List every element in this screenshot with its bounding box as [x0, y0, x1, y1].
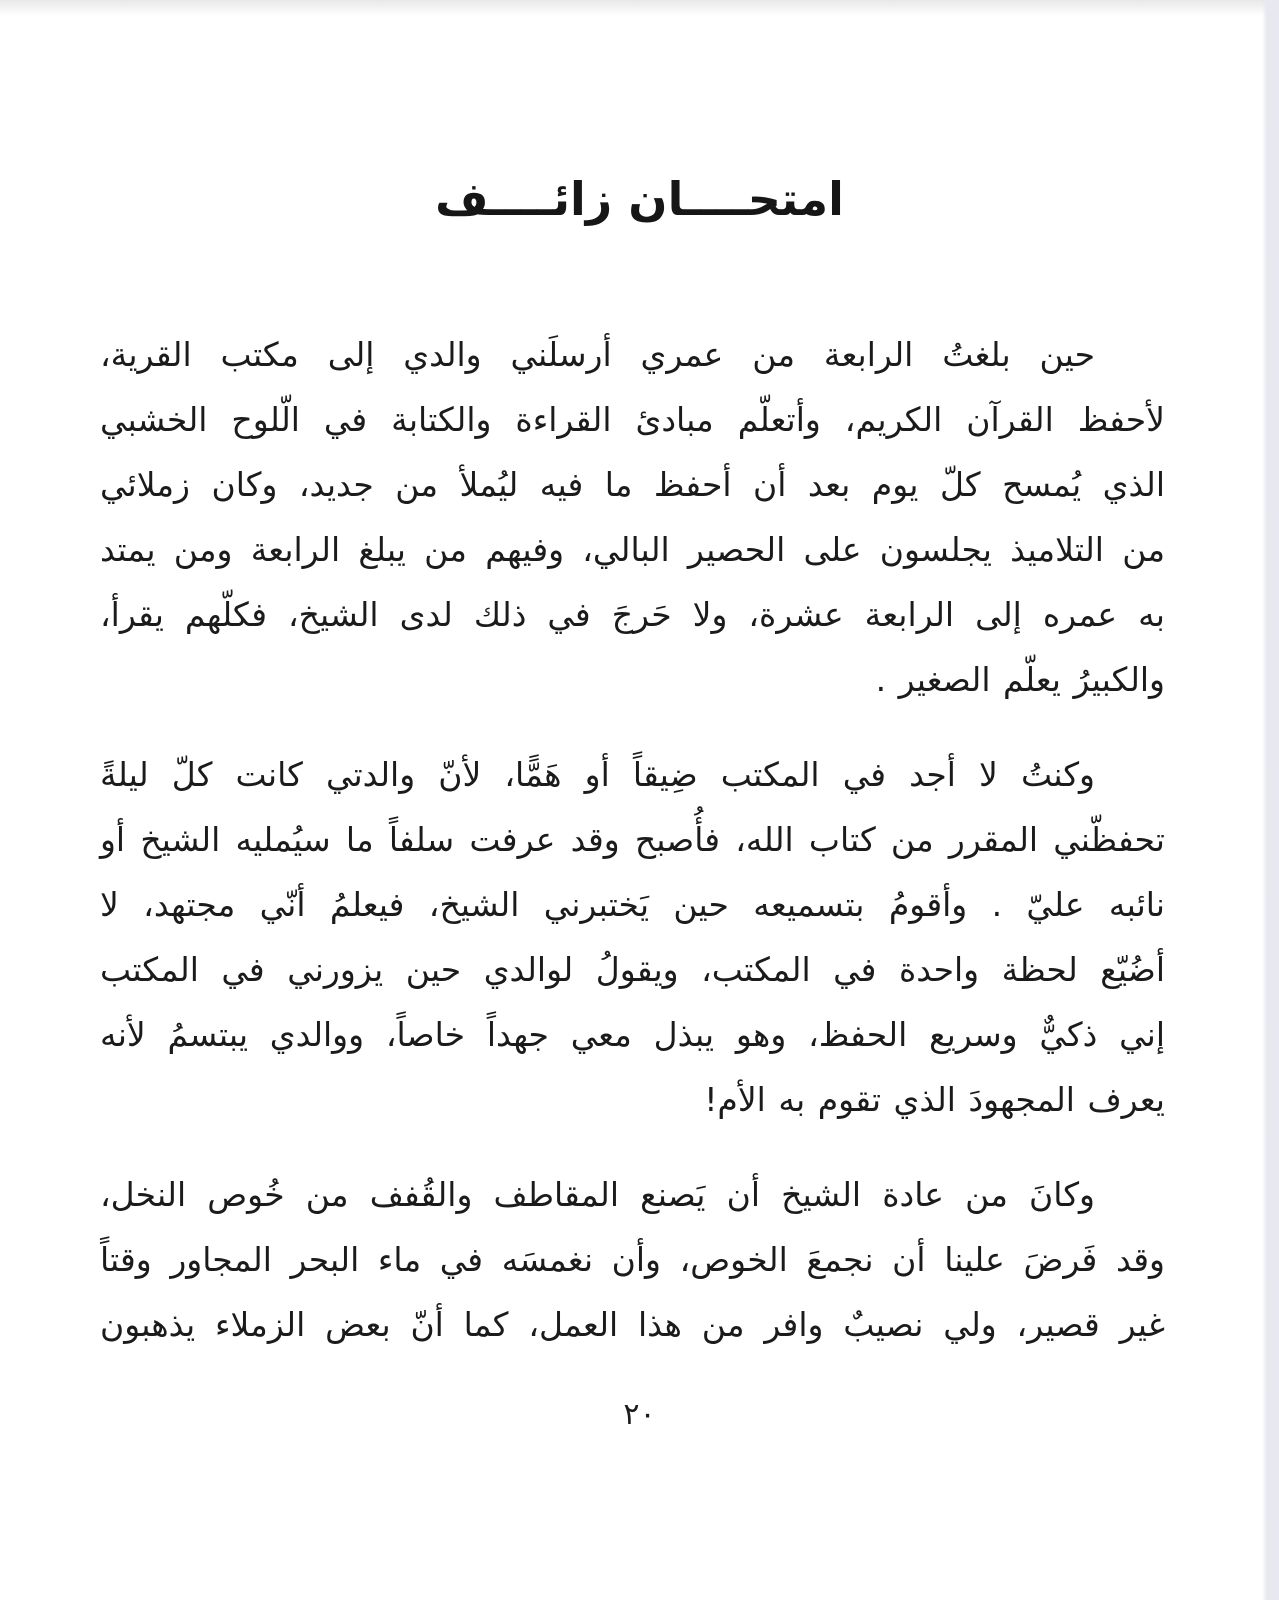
text-line: أضُيّع لحظة واحدة في المكتب، ويقولُ لوالدي حين يزورني في المكتب [100, 950, 1165, 989]
text-line: نائبه عليّ . وأقومُ بتسميعه حين يَختبرني الشيخ، فيعلمُ أنّي مجتهد، لا [100, 885, 1165, 924]
text-line: وكنتُ لا أجد في المكتب ضِيقاً أو هَمًّا، لأنّ والدتي كانت كلّ ليلةً [100, 755, 1095, 794]
paragraph [100, 322, 1165, 712]
text-line: حين بلغتُ الرابعة من عمري أرسلَني والدي إلى مكتب القرية، [100, 335, 1095, 374]
text-line: يعرف المجهودَ الذي تقوم به الأم! [704, 1080, 1165, 1119]
text-line: إني ذكيٌّ وسريع الحفظ، وهو يبذل معي جهداً خاصاً، ووالدي يبتسمُ لأنه [100, 1015, 1165, 1054]
text-line: وكانَ من عادة الشيخ أن يَصنع المقاطف والقُفف من خُوص النخل، [100, 1175, 1095, 1214]
scan-right-edge [1262, 0, 1279, 1600]
text-line: من التلاميذ يجلسون على الحصير البالي، وفيهم من يبلغ الرابعة ومن يمتد [100, 530, 1165, 569]
paragraph [100, 742, 1165, 1132]
text-line: وقد فَرضَ علينا أن نجمعَ الخوص، وأن نغمسَه في ماء البحر المجاور وقتاً [100, 1240, 1165, 1279]
text-line: غير قصير، ولي نصيبٌ وافر من هذا العمل، كما أنّ بعض الزملاء يذهبون [100, 1305, 1165, 1344]
text-line: لأحفظ القرآن الكريم، وأتعلّم مبادئ القراءة والكتابة في الّلوح الخشبي [100, 400, 1165, 439]
text-line: الذي يُمسح كلّ يوم بعد أن أحفظ ما فيه ليُملأ من جديد، وكان زملائي [100, 465, 1165, 504]
chapter-title: امتحــــان زائــــف [435, 172, 844, 226]
page-number: ٢٠ [623, 1397, 656, 1432]
body-text [100, 322, 1165, 1357]
text-line: تحفظّني المقرر من كتاب الله، فأُصبح وقد عرفت سلفاً ما سيُمليه الشيخ أو [100, 820, 1165, 859]
paragraph [100, 1162, 1165, 1357]
text-line: والكبيرُ يعلّم الصغير . [875, 660, 1165, 699]
text-line: به عمره إلى الرابعة عشرة، ولا حَرجَ في ذلك لدى الشيخ، فكلّهم يقرأ، [100, 595, 1165, 634]
